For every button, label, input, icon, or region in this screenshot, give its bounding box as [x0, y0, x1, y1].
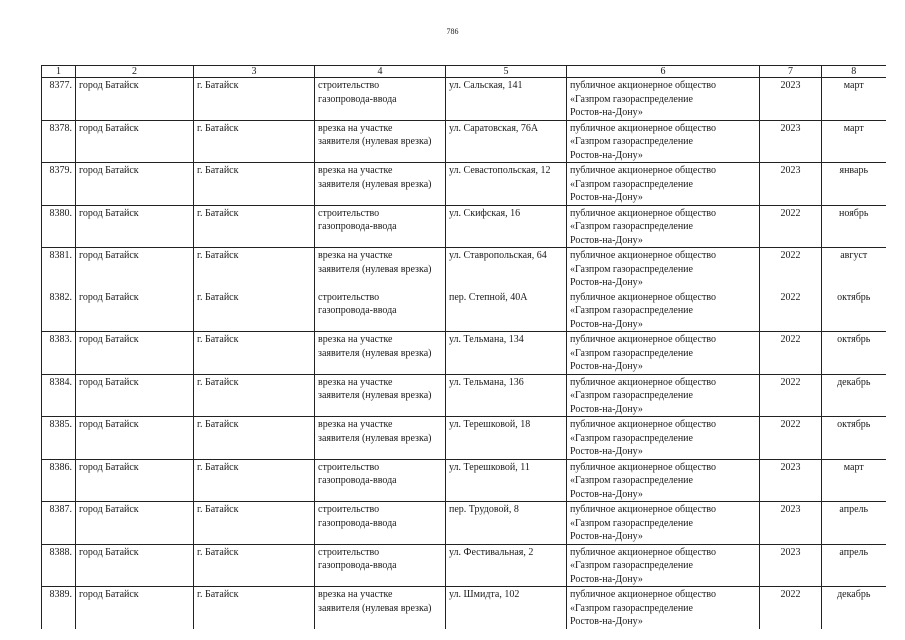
month-cell: октябрь	[822, 290, 886, 332]
organization-cell-line: «Газпром газораспределение	[570, 432, 693, 444]
table-row	[42, 587, 886, 629]
work-type-cell-line: заявителя (нулевая врезка)	[318, 432, 432, 444]
year-cell: 2023	[760, 544, 822, 587]
work-type-cell-line: строительство	[318, 207, 380, 219]
row-number-cell: 8382.	[42, 290, 76, 332]
organization-cell-line: «Газпром газораспределение	[570, 136, 693, 147]
work-type-cell-line: врезка на участке	[318, 334, 393, 345]
column-number-row	[42, 66, 886, 78]
municipality-cell: город Батайск	[76, 290, 194, 332]
organization-cell-line: «Газпром газораспределение	[570, 390, 693, 401]
municipality-cell: город Батайск	[76, 332, 194, 375]
address-cell: ул. Терешковой, 11	[446, 459, 567, 502]
organization-cell-line: публичное акционерное общество	[570, 546, 716, 558]
organization-cell-line: Ростов-на-Дону»	[570, 192, 643, 203]
column-header: 4	[315, 66, 446, 78]
locality-cell: г. Батайск	[194, 248, 315, 290]
organization-cell-line: «Газпром газораспределение	[570, 560, 693, 571]
organization-cell-line: Ростов-на-Дону»	[570, 488, 643, 500]
month-cell: январь	[822, 163, 886, 206]
row-number-cell: 8389.	[42, 587, 76, 629]
year-cell: 2022	[760, 205, 822, 248]
year-cell: 2022	[760, 374, 822, 417]
work-type-cell-line: газопровода-ввода	[318, 517, 397, 529]
organization-cell	[567, 502, 760, 545]
organization-cell-line: публичное акционерное общество	[570, 250, 716, 261]
column-header: 1	[42, 66, 76, 78]
work-type-cell	[315, 544, 446, 587]
row-number-cell: 8378.	[42, 120, 76, 163]
month-cell: март	[822, 120, 886, 163]
municipality-cell: город Батайск	[76, 502, 194, 545]
organization-cell-line: «Газпром газораспределение	[570, 475, 693, 486]
month-cell: август	[822, 248, 886, 290]
organization-cell-line: публичное акционерное общество	[570, 461, 716, 473]
table-row	[42, 459, 886, 502]
column-header: 5	[446, 66, 567, 78]
municipality-cell: город Батайск	[76, 248, 194, 290]
organization-cell-line: публичное акционерное общество	[570, 589, 716, 600]
table-row	[42, 120, 886, 163]
locality-cell: г. Батайск	[194, 502, 315, 545]
organization-cell-line: публичное акционерное общество	[570, 376, 716, 388]
work-type-cell-line: врезка на участке	[318, 250, 393, 261]
work-type-cell	[315, 248, 446, 290]
work-type-cell	[315, 205, 446, 248]
locality-cell: г. Батайск	[194, 417, 315, 460]
work-type-cell	[315, 587, 446, 629]
municipality-cell: город Батайск	[76, 78, 194, 121]
organization-cell-line: «Газпром газораспределение	[570, 263, 693, 275]
address-cell: ул. Фестивальная, 2	[446, 544, 567, 587]
year-cell: 2022	[760, 290, 822, 332]
column-header: 8	[822, 66, 886, 78]
locality-cell: г. Батайск	[194, 587, 315, 629]
address-cell: ул. Скифская, 16	[446, 205, 567, 248]
month-cell: апрель	[822, 544, 886, 587]
column-header: 7	[760, 66, 822, 78]
work-type-cell-line: заявителя (нулевая врезка)	[318, 136, 432, 147]
organization-cell-line: публичное акционерное общество	[570, 122, 716, 134]
municipality-cell: город Батайск	[76, 163, 194, 206]
organization-cell	[567, 120, 760, 163]
organization-cell	[567, 78, 760, 121]
work-type-cell	[315, 332, 446, 375]
work-type-cell-line: заявителя (нулевая врезка)	[318, 390, 432, 401]
table-row	[42, 78, 886, 121]
locality-cell: г. Батайск	[194, 120, 315, 163]
locality-cell: г. Батайск	[194, 374, 315, 417]
address-cell: ул. Шмидта, 102	[446, 587, 567, 629]
locality-cell: г. Батайск	[194, 459, 315, 502]
address-cell: ул. Тельмана, 134	[446, 332, 567, 375]
year-cell: 2022	[760, 248, 822, 290]
table-row	[42, 332, 886, 375]
organization-cell-line: публичное акционерное общество	[570, 165, 716, 176]
work-type-cell-line: врезка на участке	[318, 376, 393, 388]
municipality-cell: город Батайск	[76, 587, 194, 629]
page-number: 786	[446, 27, 459, 36]
organization-cell-line: Ростов-на-Дону»	[570, 446, 643, 457]
column-header: 2	[76, 66, 194, 78]
organization-cell-line: публичное акционерное общество	[570, 334, 716, 345]
work-type-cell-line: врезка на участке	[318, 589, 393, 600]
municipality-cell: город Батайск	[76, 544, 194, 587]
work-type-cell-line: врезка на участке	[318, 419, 393, 430]
row-number-cell: 8385.	[42, 417, 76, 460]
work-type-cell-line: заявителя (нулевая врезка)	[318, 263, 432, 275]
address-cell: ул. Тельмана, 136	[446, 374, 567, 417]
work-type-cell-line: газопровода-ввода	[318, 305, 397, 316]
month-cell: март	[822, 78, 886, 121]
year-cell: 2023	[760, 163, 822, 206]
work-type-cell	[315, 120, 446, 163]
address-cell: ул. Ставропольская, 64	[446, 248, 567, 290]
organization-cell-line: Ростов-на-Дону»	[570, 234, 643, 246]
year-cell: 2023	[760, 502, 822, 545]
organization-cell-line: публичное акционерное общество	[570, 207, 716, 219]
organization-cell-line: Ростов-на-Дону»	[570, 107, 643, 118]
year-cell: 2023	[760, 78, 822, 121]
organization-cell-line: «Газпром газораспределение	[570, 93, 693, 105]
locality-cell: г. Батайск	[194, 163, 315, 206]
month-cell: октябрь	[822, 417, 886, 460]
organization-cell-line: «Газпром газораспределение	[570, 517, 693, 529]
work-type-cell	[315, 374, 446, 417]
work-type-cell-line: заявителя (нулевая врезка)	[318, 602, 432, 614]
organization-cell-line: Ростов-на-Дону»	[570, 403, 643, 415]
organization-cell	[567, 248, 760, 290]
work-type-cell-line: строительство	[318, 546, 380, 558]
organization-cell-line: Ростов-на-Дону»	[570, 318, 643, 330]
municipality-cell: город Батайск	[76, 205, 194, 248]
organization-cell	[567, 205, 760, 248]
locality-cell: г. Батайск	[194, 205, 315, 248]
municipality-cell: город Батайск	[76, 417, 194, 460]
year-cell: 2023	[760, 120, 822, 163]
month-cell: ноябрь	[822, 205, 886, 248]
row-number-cell: 8387.	[42, 502, 76, 545]
column-header: 6	[567, 66, 760, 78]
table-row	[42, 290, 886, 332]
table-row	[42, 544, 886, 587]
organization-cell	[567, 290, 760, 332]
work-type-cell	[315, 417, 446, 460]
row-number-cell: 8388.	[42, 544, 76, 587]
locality-cell: г. Батайск	[194, 290, 315, 332]
organization-cell-line: «Газпром газораспределение	[570, 178, 693, 190]
table-row	[42, 205, 886, 248]
organization-cell-line: Ростов-на-Дону»	[570, 616, 643, 627]
table-row	[42, 417, 886, 460]
address-cell: ул. Терешковой, 18	[446, 417, 567, 460]
organization-cell	[567, 417, 760, 460]
work-type-cell-line: строительство	[318, 461, 380, 473]
organization-cell-line: Ростов-на-Дону»	[570, 277, 643, 288]
table-row	[42, 248, 886, 290]
organization-cell-line: «Газпром газораспределение	[570, 305, 693, 316]
locality-cell: г. Батайск	[194, 78, 315, 121]
gas-works-table	[41, 65, 886, 629]
locality-cell: г. Батайск	[194, 332, 315, 375]
work-type-cell	[315, 459, 446, 502]
year-cell: 2022	[760, 587, 822, 629]
address-cell: ул. Севастопольская, 12	[446, 163, 567, 206]
column-header: 3	[194, 66, 315, 78]
work-type-cell	[315, 78, 446, 121]
address-cell: пер. Степной, 40А	[446, 290, 567, 332]
row-number-cell: 8379.	[42, 163, 76, 206]
address-cell: ул. Саратовская, 76А	[446, 120, 567, 163]
work-type-cell	[315, 290, 446, 332]
month-cell: декабрь	[822, 587, 886, 629]
organization-cell-line: «Газпром газораспределение	[570, 221, 693, 232]
work-type-cell	[315, 502, 446, 545]
organization-cell-line: публичное акционерное общество	[570, 80, 716, 91]
organization-cell-line: «Газпром газораспределение	[570, 602, 693, 614]
table-row	[42, 374, 886, 417]
work-type-cell-line: строительство	[318, 291, 380, 303]
row-number-cell: 8380.	[42, 205, 76, 248]
work-type-cell-line: газопровода-ввода	[318, 475, 397, 486]
month-cell: октябрь	[822, 332, 886, 375]
address-cell: ул. Сальская, 141	[446, 78, 567, 121]
work-type-cell-line: заявителя (нулевая врезка)	[318, 178, 432, 190]
work-type-cell-line: газопровода-ввода	[318, 93, 397, 105]
work-type-cell-line: врезка на участке	[318, 165, 393, 176]
row-number-cell: 8381.	[42, 248, 76, 290]
work-type-cell-line: газопровода-ввода	[318, 221, 397, 232]
work-type-cell-line: газопровода-ввода	[318, 560, 397, 571]
organization-cell	[567, 163, 760, 206]
address-cell: пер. Трудовой, 8	[446, 502, 567, 545]
organization-cell-line: публичное акционерное общество	[570, 419, 716, 430]
year-cell: 2022	[760, 332, 822, 375]
work-type-cell	[315, 163, 446, 206]
work-type-cell-line: врезка на участке	[318, 122, 393, 134]
row-number-cell: 8377.	[42, 78, 76, 121]
month-cell: апрель	[822, 502, 886, 545]
table-row	[42, 502, 886, 545]
locality-cell: г. Батайск	[194, 544, 315, 587]
organization-cell-line: «Газпром газораспределение	[570, 347, 693, 359]
row-number-cell: 8386.	[42, 459, 76, 502]
municipality-cell: город Батайск	[76, 459, 194, 502]
year-cell: 2023	[760, 459, 822, 502]
organization-cell-line: Ростов-на-Дону»	[570, 531, 643, 542]
organization-cell-line: публичное акционерное общество	[570, 504, 716, 515]
organization-cell	[567, 374, 760, 417]
table-body	[42, 78, 886, 629]
month-cell: декабрь	[822, 374, 886, 417]
organization-cell	[567, 332, 760, 375]
municipality-cell: город Батайск	[76, 120, 194, 163]
municipality-cell: город Батайск	[76, 374, 194, 417]
row-number-cell: 8383.	[42, 332, 76, 375]
organization-cell-line: Ростов-на-Дону»	[570, 361, 643, 372]
year-cell: 2022	[760, 417, 822, 460]
organization-cell	[567, 544, 760, 587]
work-type-cell-line: строительство	[318, 504, 380, 515]
organization-cell	[567, 459, 760, 502]
table-row	[42, 163, 886, 206]
month-cell: март	[822, 459, 886, 502]
work-type-cell-line: строительство	[318, 80, 380, 91]
organization-cell-line: публичное акционерное общество	[570, 291, 716, 303]
organization-cell	[567, 587, 760, 629]
row-number-cell: 8384.	[42, 374, 76, 417]
organization-cell-line: Ростов-на-Дону»	[570, 573, 643, 585]
work-type-cell-line: заявителя (нулевая врезка)	[318, 347, 432, 359]
organization-cell-line: Ростов-на-Дону»	[570, 149, 643, 161]
